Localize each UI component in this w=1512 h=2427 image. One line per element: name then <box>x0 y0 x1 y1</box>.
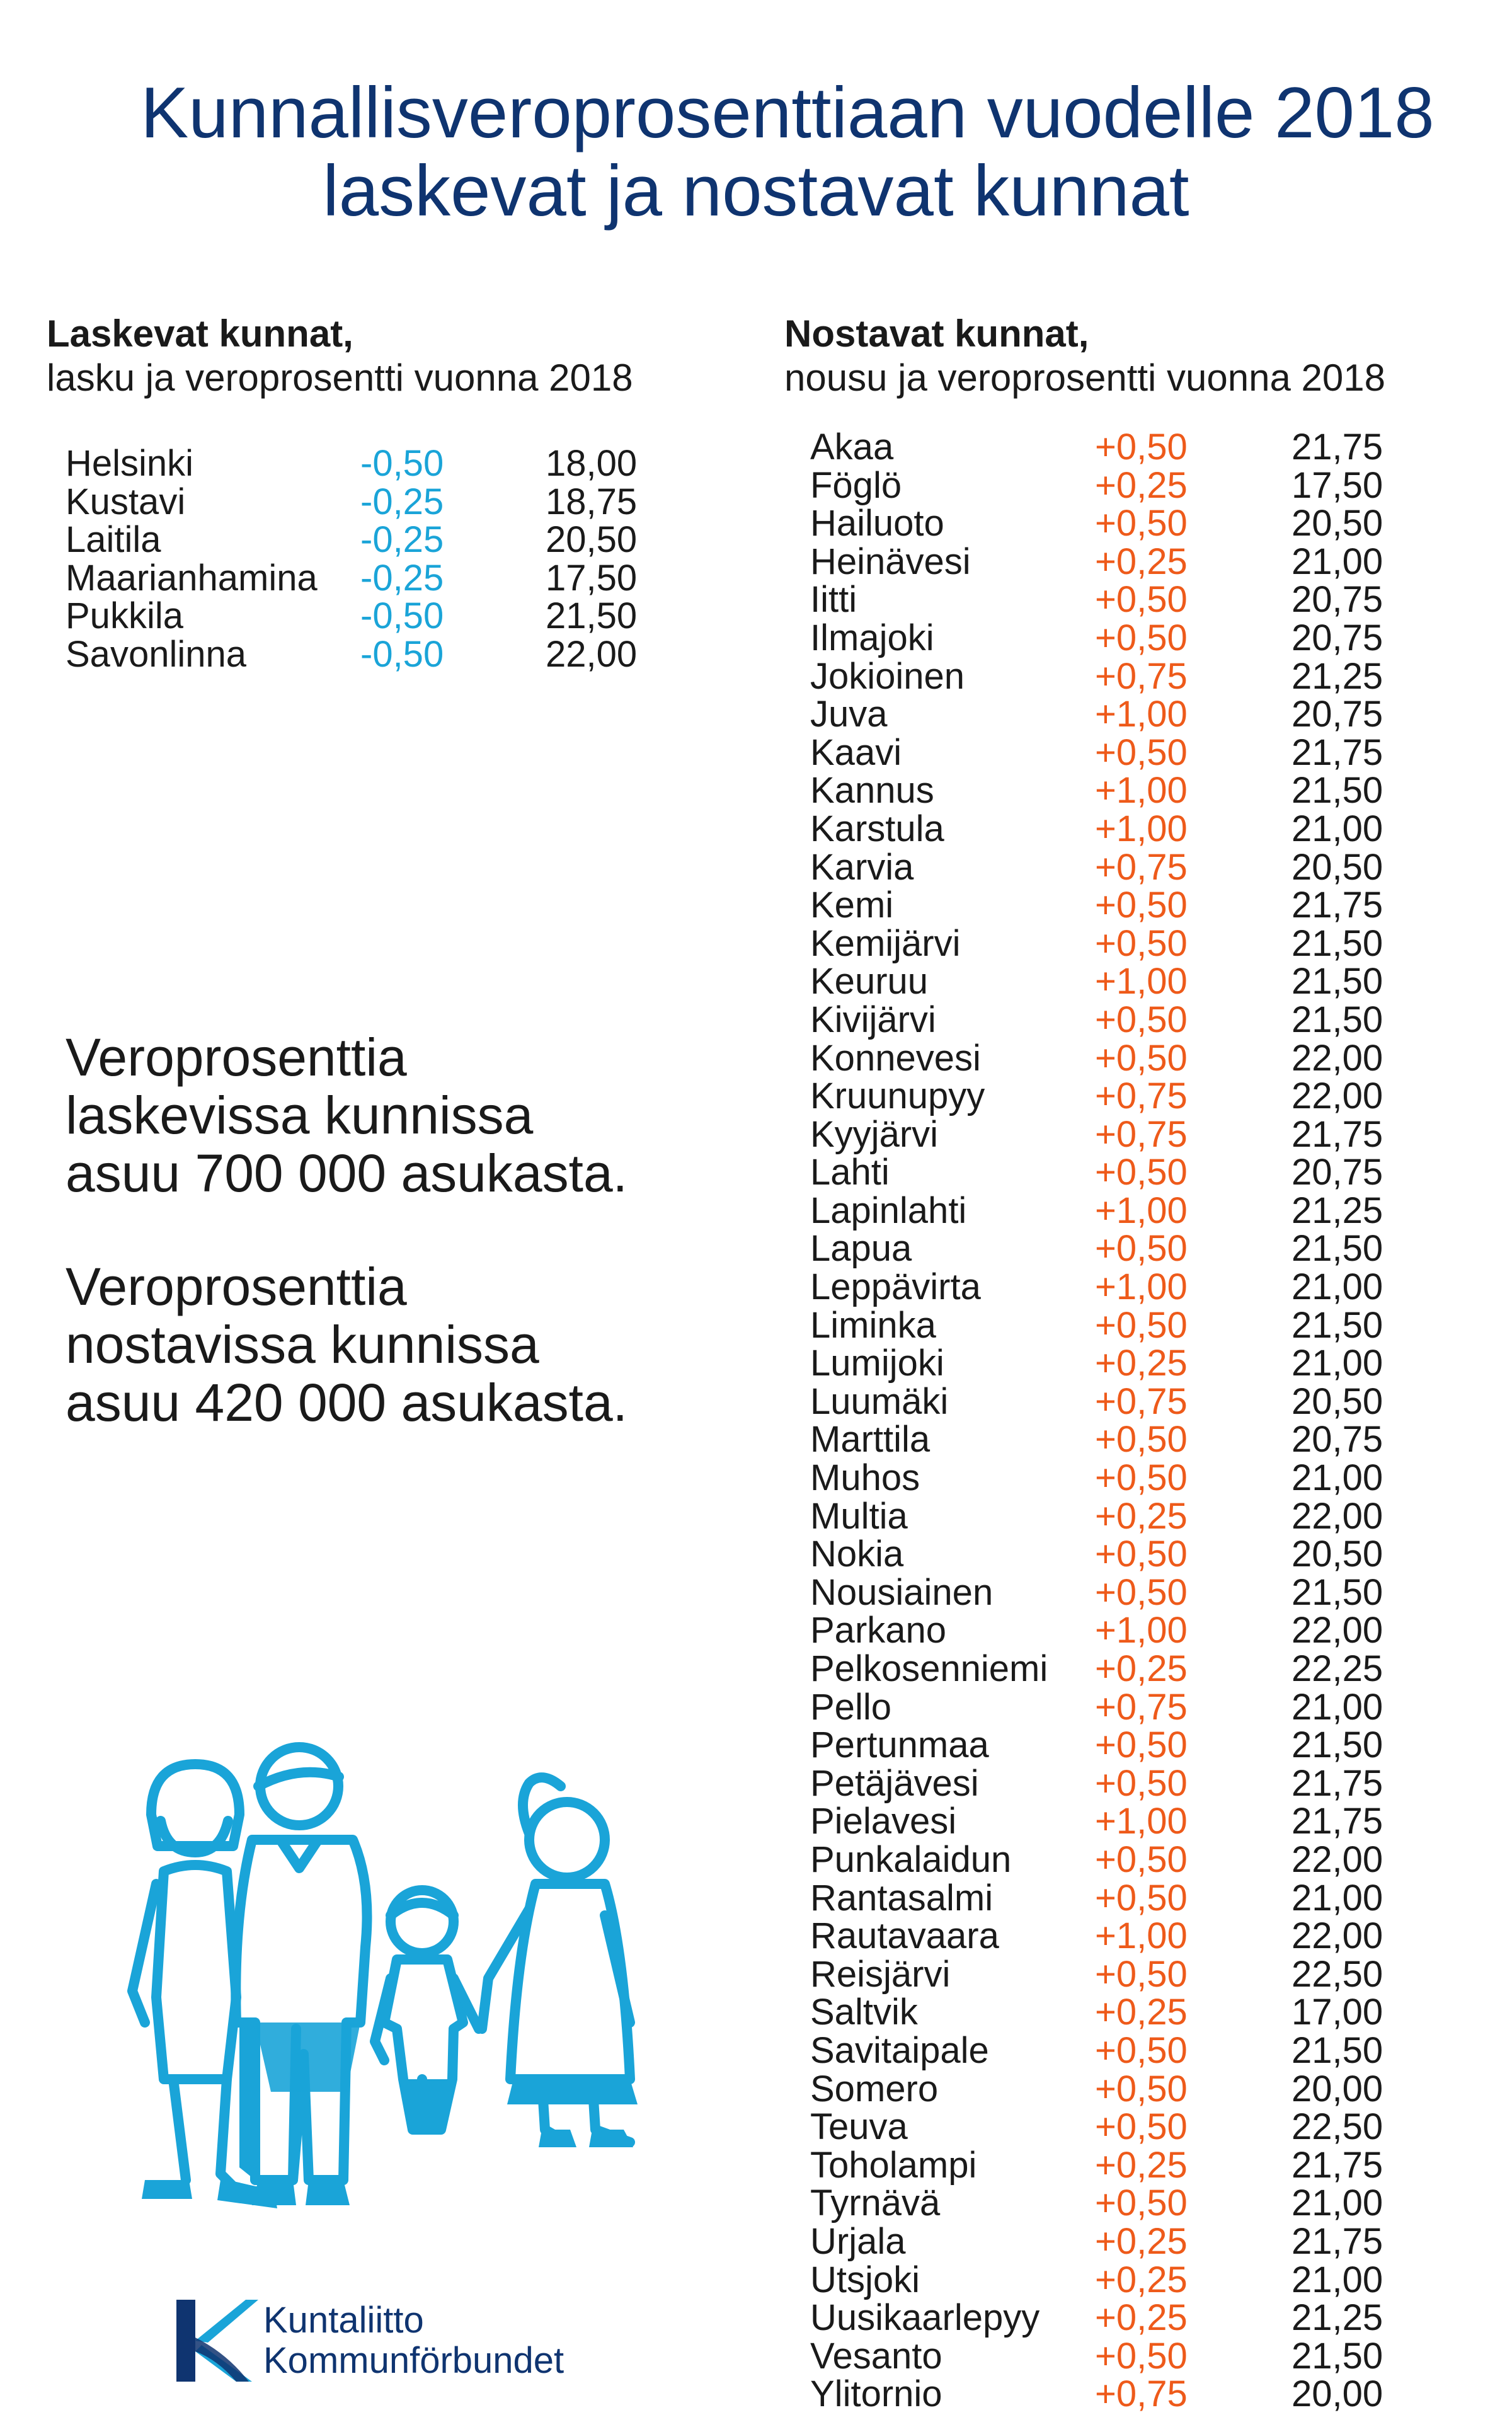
tax-change: +1,00 <box>1095 961 1188 1002</box>
tax-change: +0,75 <box>1095 2373 1188 2415</box>
municipality-name: Juva <box>810 694 888 735</box>
tax-change: +0,25 <box>1095 2144 1188 2186</box>
tax-rate: 21,00 <box>1292 1343 1383 1384</box>
tax-rate: 21,00 <box>1292 1457 1383 1499</box>
increasing-header <box>784 312 1385 400</box>
municipality-name: Vesanto <box>810 2335 942 2377</box>
municipality-name: Savitaipale <box>810 2029 989 2071</box>
tax-rate: 21,50 <box>1292 1304 1383 1346</box>
tax-rate: 21,00 <box>1292 1877 1383 1919</box>
municipality-name: Akaa <box>810 427 894 468</box>
increasing-subheading: nousu ja veroprosentti vuonna 2018 <box>784 357 1386 399</box>
tax-change: -0,25 <box>360 481 444 522</box>
tax-change: +0,25 <box>1095 2297 1188 2339</box>
tax-change: -0,50 <box>360 633 444 675</box>
tax-change: -0,50 <box>360 443 444 484</box>
municipality-name: Toholampi <box>810 2144 977 2186</box>
municipality-name: Petäjävesi <box>810 1762 979 1804</box>
tax-rate: 18,75 <box>546 481 638 522</box>
tax-rate: 21,50 <box>1292 2335 1383 2377</box>
municipality-name: Punkalaidun <box>810 1839 1012 1880</box>
title-line-1: Kunnallisveroprosenttiaan vuodelle 2018 <box>140 73 1435 153</box>
tax-change: +0,50 <box>1095 1534 1188 1575</box>
population-decreasing-note <box>66 1028 627 1202</box>
page-title <box>0 74 1512 231</box>
municipality-name: Utsjoki <box>810 2259 920 2300</box>
kuntaliitto-logo <box>170 2293 611 2388</box>
tax-change: +0,50 <box>1095 1571 1188 1613</box>
municipality-name: Kemijärvi <box>810 922 961 964</box>
tax-rate: 22,50 <box>1292 2106 1383 2148</box>
municipality-name: Iitti <box>810 579 857 621</box>
tax-change: +1,00 <box>1095 1610 1188 1651</box>
municipality-name: Laitila <box>66 519 161 561</box>
tax-change: +0,25 <box>1095 2220 1188 2262</box>
tax-change: +0,25 <box>1095 1648 1188 1689</box>
tax-change: +1,00 <box>1095 770 1188 812</box>
tax-change: +0,50 <box>1095 1228 1188 1270</box>
tax-rate: 21,75 <box>1292 1801 1383 1842</box>
tax-change: +0,25 <box>1095 541 1188 582</box>
tax-change: +0,50 <box>1095 427 1188 468</box>
tax-rate: 21,50 <box>1292 961 1383 1002</box>
tax-change: +0,50 <box>1095 579 1188 621</box>
tax-rate: 21,50 <box>1292 1724 1383 1766</box>
tax-rate: 22,00 <box>1292 1495 1383 1537</box>
tax-rate: 21,75 <box>1292 427 1383 468</box>
municipality-name: Hailuoto <box>810 503 944 544</box>
municipality-name: Tyrnävä <box>810 2183 941 2224</box>
tax-change: +1,00 <box>1095 1190 1188 1231</box>
info-line: laskevissa kunnissa <box>66 1086 534 1145</box>
decreasing-header <box>47 312 633 400</box>
tax-rate: 21,50 <box>1292 770 1383 812</box>
tax-change: +1,00 <box>1095 1801 1188 1842</box>
tax-change: +0,50 <box>1095 1877 1188 1919</box>
tax-rate: 21,00 <box>1292 2259 1383 2300</box>
municipality-name: Pertunmaa <box>810 1724 989 1766</box>
tax-change: +0,50 <box>1095 2183 1188 2224</box>
tax-rate: 17,50 <box>1292 464 1383 506</box>
municipality-name: Somero <box>810 2068 939 2109</box>
tax-rate: 20,75 <box>1292 579 1383 621</box>
tax-change: +0,50 <box>1095 922 1188 964</box>
municipality-name: Lapinlahti <box>810 1190 967 1231</box>
tax-change: +0,75 <box>1095 1686 1188 1728</box>
logo-name-fi: Kuntaliitto <box>263 2300 424 2341</box>
municipality-name: Heinävesi <box>810 541 971 582</box>
tax-change: +0,50 <box>1095 503 1188 544</box>
tax-change: +0,50 <box>1095 999 1188 1040</box>
tax-change: +0,50 <box>1095 1037 1188 1079</box>
tax-change: +1,00 <box>1095 808 1188 849</box>
municipality-name: Helsinki <box>66 443 194 484</box>
tax-rate: 21,00 <box>1292 2183 1383 2224</box>
title-line-2: laskevat ja nostavat kunnat <box>323 151 1189 231</box>
tax-change: +0,25 <box>1095 2259 1188 2300</box>
tax-rate: 21,50 <box>1292 999 1383 1040</box>
decreasing-subheading: lasku ja veroprosentti vuonna 2018 <box>47 357 633 399</box>
tax-rate: 20,75 <box>1292 1419 1383 1460</box>
tax-rate: 22,00 <box>1292 1610 1383 1651</box>
tax-rate: 20,00 <box>1292 2373 1383 2415</box>
tax-rate: 20,75 <box>1292 694 1383 735</box>
tax-change: +0,75 <box>1095 1076 1188 1117</box>
municipality-name: Kivijärvi <box>810 999 936 1040</box>
info-line: nostavissa kunnissa <box>66 1315 539 1374</box>
tax-change: +0,50 <box>1095 2106 1188 2148</box>
tax-change: +0,50 <box>1095 2029 1188 2071</box>
tax-rate: 21,00 <box>1292 541 1383 582</box>
tax-rate: 21,25 <box>1292 655 1383 697</box>
municipality-name: Reisjärvi <box>810 1953 951 1995</box>
tax-rate: 20,75 <box>1292 1152 1383 1193</box>
tax-rate: 21,00 <box>1292 1266 1383 1308</box>
tax-rate: 21,25 <box>1292 2297 1383 2339</box>
tax-change: +0,50 <box>1095 1304 1188 1346</box>
tax-rate: 20,00 <box>1292 2068 1383 2109</box>
tax-rate: 22,00 <box>1292 1037 1383 1079</box>
municipality-name: Kaavi <box>810 732 902 773</box>
tax-rate: 20,50 <box>1292 503 1383 544</box>
municipality-name: Urjala <box>810 2220 906 2262</box>
info-line: asuu 700 000 asukasta. <box>66 1144 628 1203</box>
tax-change: -0,25 <box>360 557 444 599</box>
tax-change: +0,50 <box>1095 617 1188 658</box>
municipality-name: Karstula <box>810 808 944 849</box>
tax-change: +0,50 <box>1095 2068 1188 2109</box>
municipality-name: Lumijoki <box>810 1343 944 1384</box>
tax-rate: 21,50 <box>546 595 638 637</box>
population-increasing-note <box>66 1258 627 1432</box>
municipality-name: Rantasalmi <box>810 1877 994 1919</box>
municipality-name: Jokioinen <box>810 655 965 697</box>
tax-rate: 22,00 <box>1292 1839 1383 1880</box>
municipality-name: Nousiainen <box>810 1571 994 1613</box>
municipality-name: Liminka <box>810 1304 936 1346</box>
tax-change: +0,25 <box>1095 1343 1188 1384</box>
tax-rate: 22,25 <box>1292 1648 1383 1689</box>
tax-rate: 22,00 <box>1292 1076 1383 1117</box>
municipality-name: Multia <box>810 1495 908 1537</box>
municipality-name: Parkano <box>810 1610 947 1651</box>
municipality-name: Maarianhamina <box>66 557 318 599</box>
municipality-name: Kruunupyy <box>810 1076 985 1117</box>
municipality-name: Marttila <box>810 1419 931 1460</box>
tax-rate: 22,50 <box>1292 1953 1383 1995</box>
municipality-name: Leppävirta <box>810 1266 981 1308</box>
tax-change: +0,25 <box>1095 1992 1188 2033</box>
tax-change: +0,25 <box>1095 1495 1188 1537</box>
tax-rate: 21,00 <box>1292 1686 1383 1728</box>
tax-change: +1,00 <box>1095 694 1188 735</box>
tax-change: +0,75 <box>1095 1113 1188 1155</box>
tax-change: +1,00 <box>1095 1915 1188 1957</box>
tax-rate: 21,75 <box>1292 732 1383 773</box>
tax-rate: 22,00 <box>546 633 638 675</box>
tax-change: +0,50 <box>1095 1724 1188 1766</box>
municipality-name: Uusikaarlepyy <box>810 2297 1040 2339</box>
municipality-name: Teuva <box>810 2106 908 2148</box>
tax-change: +0,50 <box>1095 1839 1188 1880</box>
municipality-name: Ylitornio <box>810 2373 942 2415</box>
decreasing-heading: Laskevat kunnat, <box>47 313 353 355</box>
municipality-name: Kyyjärvi <box>810 1113 939 1155</box>
municipality-name: Savonlinna <box>66 633 246 675</box>
municipality-name: Ilmajoki <box>810 617 934 658</box>
tax-change: -0,25 <box>360 519 444 561</box>
municipality-name: Muhos <box>810 1457 920 1499</box>
municipality-name: Föglö <box>810 464 902 506</box>
tax-change: +0,50 <box>1095 1953 1188 1995</box>
tax-rate: 21,75 <box>1292 1113 1383 1155</box>
tax-change: +0,75 <box>1095 1380 1188 1422</box>
tax-rate: 20,50 <box>1292 1380 1383 1422</box>
tax-rate: 21,75 <box>1292 1762 1383 1804</box>
municipality-name: Pielavesi <box>810 1801 957 1842</box>
tax-rate: 18,00 <box>546 443 638 484</box>
municipality-name: Keuruu <box>810 961 929 1002</box>
tax-change: +0,50 <box>1095 732 1188 773</box>
municipality-name: Saltvik <box>810 1992 918 2033</box>
municipality-name: Konnevesi <box>810 1037 981 1079</box>
tax-rate: 21,50 <box>1292 1228 1383 1270</box>
tax-change: +0,50 <box>1095 885 1188 926</box>
tax-change: -0,50 <box>360 595 444 637</box>
info-line: Veroprosenttia <box>66 1257 407 1316</box>
municipality-name: Luumäki <box>810 1380 949 1422</box>
info-line: Veroprosenttia <box>66 1028 407 1087</box>
tax-rate: 21,00 <box>1292 808 1383 849</box>
municipality-name: Pello <box>810 1686 891 1728</box>
municipality-name: Karvia <box>810 846 914 888</box>
tax-change: +0,25 <box>1095 464 1188 506</box>
municipality-name: Pelkosenniemi <box>810 1648 1048 1689</box>
tax-rate: 20,50 <box>546 519 638 561</box>
tax-rate: 21,50 <box>1292 1571 1383 1613</box>
tax-change: +0,50 <box>1095 1419 1188 1460</box>
tax-rate: 21,50 <box>1292 2029 1383 2071</box>
tax-rate: 22,00 <box>1292 1915 1383 1957</box>
tax-rate: 20,50 <box>1292 1534 1383 1575</box>
tax-rate: 17,50 <box>546 557 638 599</box>
tax-rate: 21,75 <box>1292 2220 1383 2262</box>
tax-change: +0,75 <box>1095 846 1188 888</box>
municipality-name: Kannus <box>810 770 934 812</box>
municipality-name: Kemi <box>810 885 894 926</box>
tax-change: +0,50 <box>1095 2335 1188 2377</box>
family-icon <box>126 1726 706 2230</box>
tax-rate: 20,75 <box>1292 617 1383 658</box>
tax-rate: 21,75 <box>1292 2144 1383 2186</box>
tax-change: +0,50 <box>1095 1457 1188 1499</box>
tax-change: +0,50 <box>1095 1762 1188 1804</box>
tax-change: +0,75 <box>1095 655 1188 697</box>
tax-change: +1,00 <box>1095 1266 1188 1308</box>
info-line: asuu 420 000 asukasta. <box>66 1373 628 1432</box>
increasing-heading: Nostavat kunnat, <box>784 313 1089 355</box>
municipality-name: Nokia <box>810 1534 904 1575</box>
municipality-name: Lahti <box>810 1152 890 1193</box>
tax-rate: 21,50 <box>1292 922 1383 964</box>
municipality-name: Pukkila <box>66 595 183 637</box>
tax-rate: 17,00 <box>1292 1992 1383 2033</box>
municipality-name: Kustavi <box>66 481 186 522</box>
logo-name-sv: Kommunförbundet <box>263 2340 564 2381</box>
municipality-name: Rautavaara <box>810 1915 999 1957</box>
municipality-name: Lapua <box>810 1228 912 1270</box>
tax-change: +0,50 <box>1095 1152 1188 1193</box>
kuntaliitto-k-icon <box>170 2293 258 2388</box>
tax-rate: 21,25 <box>1292 1190 1383 1231</box>
tax-rate: 21,75 <box>1292 885 1383 926</box>
tax-rate: 20,50 <box>1292 846 1383 888</box>
